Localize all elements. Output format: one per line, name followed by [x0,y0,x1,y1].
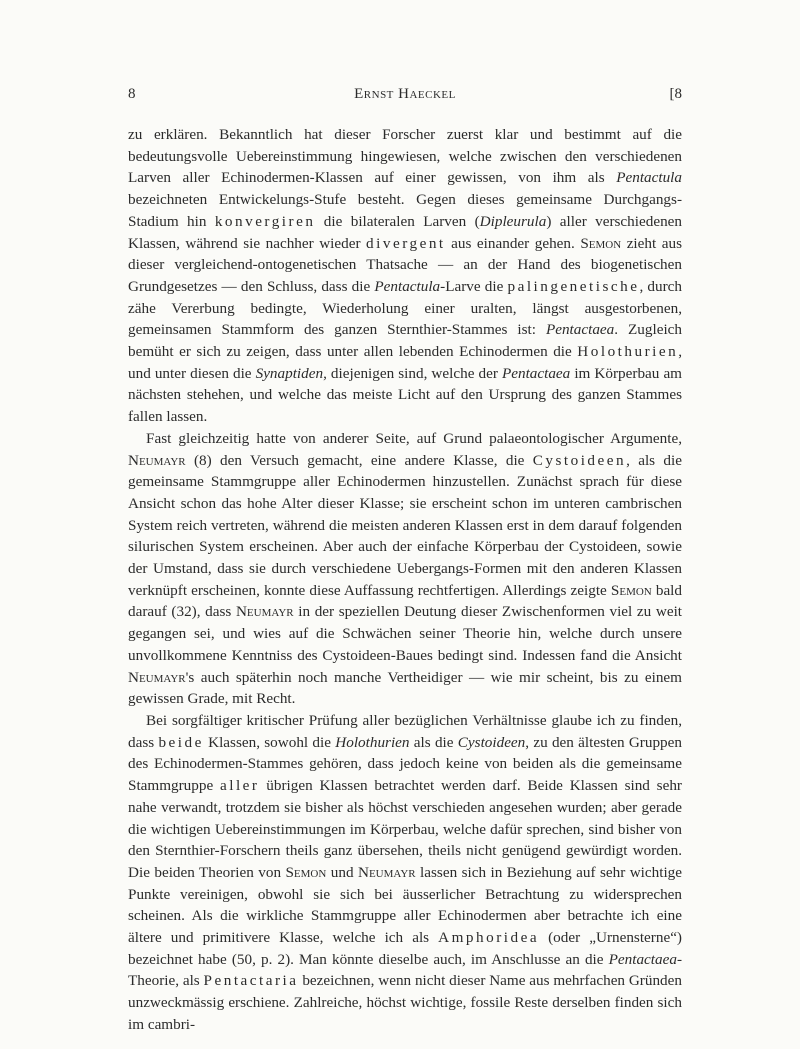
italic-term: Holothurien [335,733,410,751]
page-number: 8 [128,86,136,102]
spaced-emphasis: divergent [366,234,446,252]
italic-term: Pentactaea [608,950,677,968]
text-run: , zu den ältesten Gruppen des Echinodermen-Stammes gehören, dass jedoch keine von beiden als die gemeinsame Stammgruppe [128,733,682,795]
text-run: -Theorie, als [128,950,682,990]
spaced-emphasis: Holothurien [577,343,679,361]
text-run: ) aller verschiedenen Klassen, während sie nachher wieder [128,212,682,252]
spaced-emphasis: aller [220,777,260,795]
text-run: Fast gleichzeitig hatte von anderer Seite, auf Grund palaeontologischer Argumente, [146,429,682,447]
spaced-emphasis: Cystoideen [532,451,627,469]
text-run: Klassen, sowohl die [203,733,336,751]
text-run: , und unter diesen die [128,343,682,382]
paragraph [128,710,682,1036]
text-run: Bei sorgfältiger kritischer Prüfung aller bezüglichen Verhältnisse glaube ich zu finden, dass [128,711,682,751]
text-run: als die [409,733,458,751]
author-name: Semon [285,863,327,881]
running-header [128,86,682,110]
text-run: lassen sich in Beziehung auf sehr wichtige Punkte vereinigen, obwohl sie sich bei äusserlicher Betrachtung zu widersprechen scheinen. Als die wirkliche Stammgruppe aller Echinodermen aber betrachte ich eine ältere und primitivere Klasse, welche ich als [128,863,682,947]
running-title: Ernst Haeckel [354,86,456,102]
italic-term: Cystoideen [457,733,526,751]
text-run: im Körperbau am nächsten stehehen, und welche das meiste Licht auf den Ursprung des ganzen Stammes fallen lassen. [128,364,682,426]
body-text [128,124,682,1036]
text-run: aus einander gehen. [445,234,581,252]
text-run: bezeichnen, wenn nicht dieser Name aus mehrfachen Gründen unzweckmässig erschiene. Zahlreiche, höchst wichtige, fossile Reste derselben finden sich im cambri- [128,972,682,1033]
text-run: , als die gemeinsame Stammgruppe aller Echinodermen hinzustellen. Zunächst sprach für diese Ansicht schon das hohe Alter dieser Klasse; sie erscheint schon im unteren cambrischen System reich vertreten, während die meisten anderen Klassen erst in dem darauf folgenden silurischen System erscheinen. Aber auch der einfache Körperbau der Cystoideen, sowie der Umstand, dass sie durch verschiedene Uebergangs-Formen mit den anderen Klassen verknüpft erscheinen, konnte diese Auffassung rechtfertigen. Allerdings zeigte [128,451,682,599]
text-run: die bilateralen Larven ( [315,212,480,230]
italic-term: Pentactaea [545,321,615,339]
italic-term: Dipleurula [479,212,547,230]
italic-term: Pentactaea [501,364,571,382]
author-name: Semon [580,234,622,252]
spaced-emphasis: Pentactaria [203,972,299,990]
text-run: . Zugleich bemüht er sich zu zeigen, dass unter allen lebenden Echinodermen die [128,321,682,361]
author-name: Neumayr [128,668,186,686]
paragraph [128,124,682,428]
text-run: bald darauf (32), dass [128,581,682,621]
text-run: zieht aus dieser vergleichend-ontogenetischen Thatsache — an der Hand des biogenetischen Grundgesetzes — den Schluss, dass die [128,234,682,295]
text-run: , durch zähe Vererbung bedingte, Wiederholung einer uralten, längst ausgestorbenen, gemeinsamen Stammform des ganzen Sternthier-Stammes ist: [128,277,682,339]
text-run: -Larve die [440,277,508,295]
author-name: Neumayr [357,863,416,881]
text-run: (8) den Versuch gemacht, eine andere Klasse, die [185,451,533,469]
italic-term: Pentactula [616,169,682,187]
author-name: Neumayr [128,451,186,469]
text-run: (oder „Urnensterne“) bezeichnet habe (50, p. 2). Man könnte dieselbe auch, im Anschlusse an die [128,929,682,968]
text-run: übrigen Klassen betrachtet werden darf. Beide Klassen sind sehr nahe verwandt, trotzdem sie bisher als höchst verschieden angesehen wurden; aber gerade die wichtigen Uebereinstimmungen im Körperbau, welche dafür sprechen, sind bisher von den Sternthier-Forschern theils ganz übersehen, theils nicht genügend gewürdigt worden. Die beiden Theorien von [128,777,682,881]
text-run: bezeichneten Entwickelungs-Stufe besteht. Gegen dieses gemeinsame Durchgangs-Stadium hin [128,191,682,230]
italic-term: Pentactula [374,277,441,295]
spaced-emphasis: Amphoridea [438,929,540,947]
text-run: 's auch späterhin noch manche Vertheidiger — wie mir scheint, bis zu einem gewissen Grade, mit Recht. [128,668,682,708]
text-run: , diejenigen sind, welche der [323,364,502,382]
bracket-page-reference: [8 [669,86,682,102]
spaced-emphasis: konvergiren [214,212,316,230]
author-name: Semon [610,581,652,599]
text-run: und [326,863,358,881]
author-name: Neumayr [235,603,294,621]
spaced-emphasis: beide [158,733,204,751]
italic-term: Synaptiden [255,364,324,382]
text-run: in der speziellen Deutung dieser Zwischenformen viel zu weit gegangen sei, und wies auf die Schwächen seiner Theorie hin, welche durch unsere unvollkommene Kenntniss des Cystoideen-Baues bedingt sind. Indessen fand die Ansicht [128,603,683,664]
paragraph [128,428,682,710]
spaced-emphasis: palingenetische [507,277,640,295]
text-run: zu erklären. Bekanntlich hat dieser Forscher zuerst klar und bestimmt auf die bedeutungsvolle Uebereinstimmung hingewiesen, welche zwischen den verschiedenen Larven aller Echinodermen-Klassen auf einer gewissen, von ihm als [128,126,682,187]
